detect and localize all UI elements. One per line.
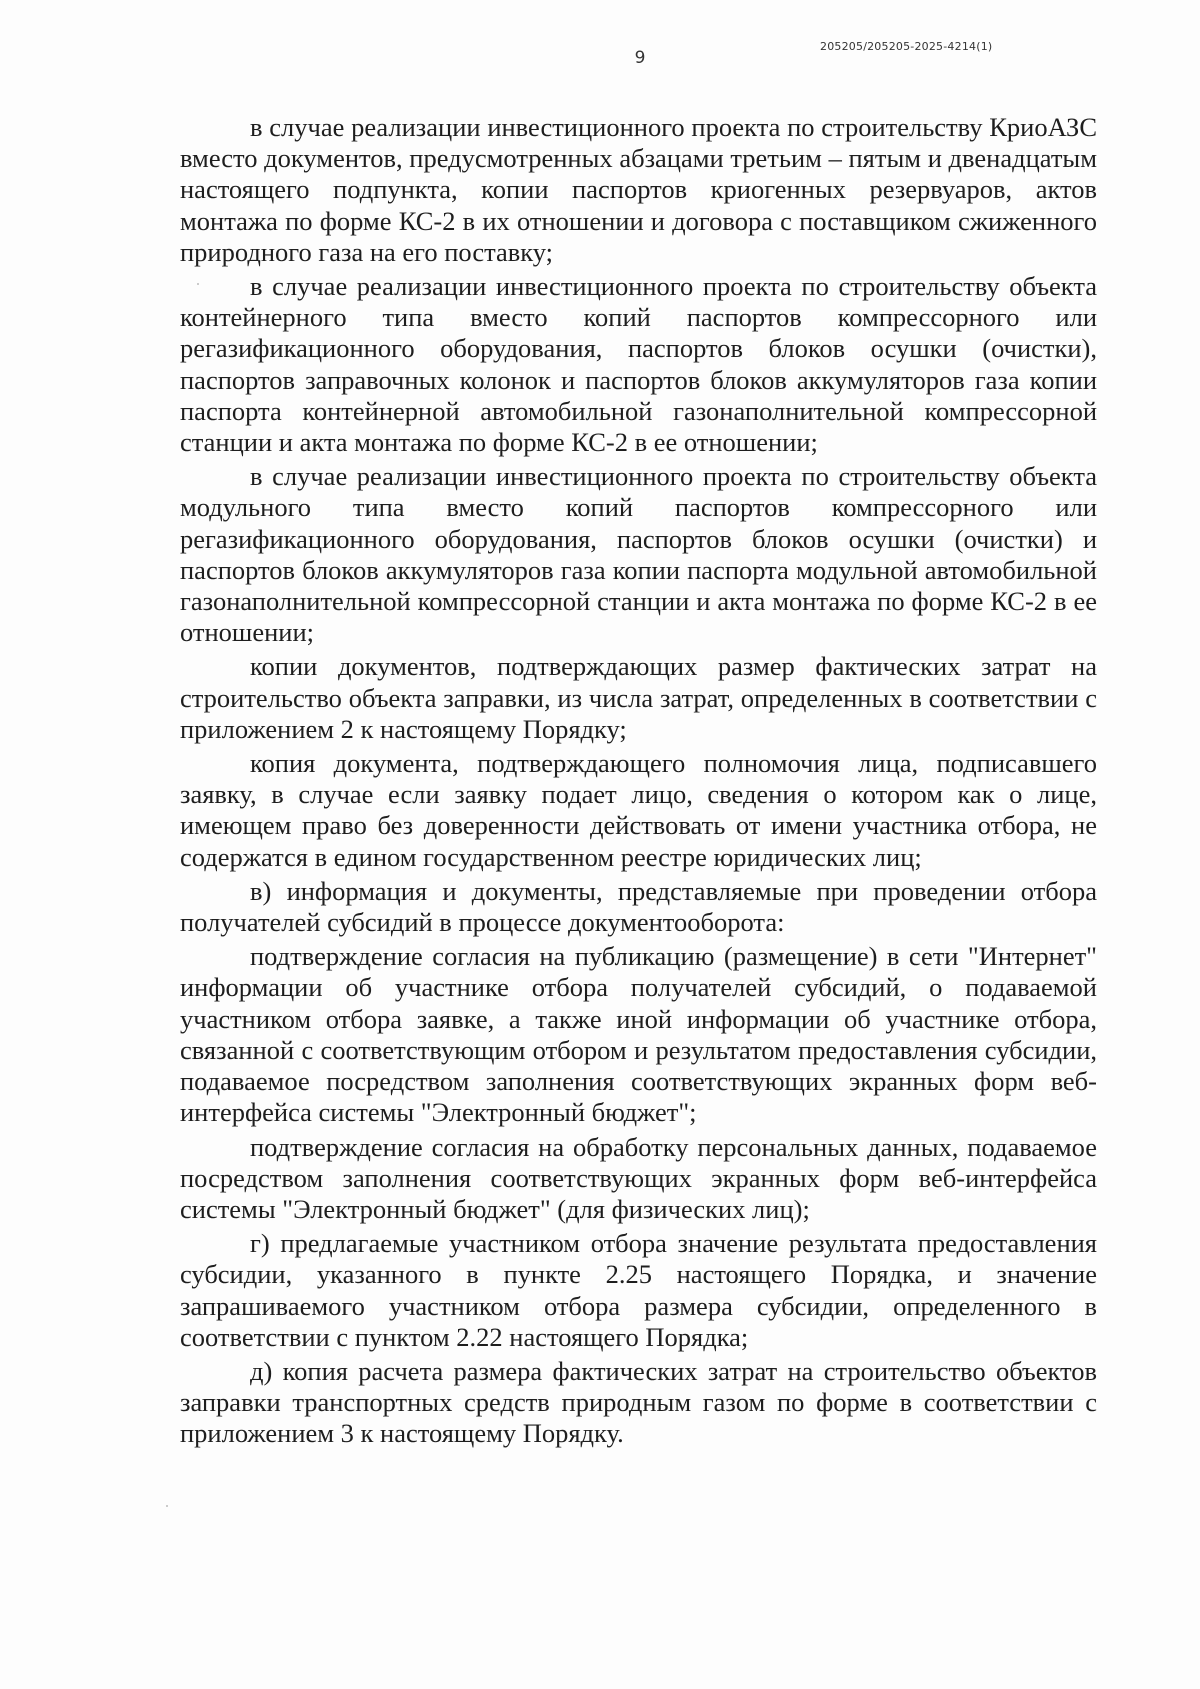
paragraph-authority-document: копия документа, подтверждающего полномочия лица, подписавшего заявку, в случае если заявку подает лицо, сведения о котором как о лице, имеющем право без доверенности действовать от имени участника отбора, не содержатся в едином государственном реестре юридических лиц;	[180, 748, 1097, 872]
paragraph-item-d: д) копия расчета размера фактических затрат на строительство объектов заправки транспортных средств природным газом по форме в соответствии с приложением 3 к настоящему Порядку.	[180, 1355, 1097, 1449]
document-body	[180, 112, 1097, 1453]
paragraph-container-type: в случае реализации инвестиционного проекта по строительству объекта контейнерного типа вместо копий паспортов компрессорного или регазификационного оборудования, паспортов блоков осушки (очистки), паспортов заправочных колонок и паспортов блоков аккумуляторов газа копии паспорта контейнерной автомобильной газонаполнительной компрессорной станции и акта монтажа по форме КС-2 в ее отношении;	[180, 271, 1097, 458]
page-number: 9	[634, 48, 646, 68]
scan-speck	[166, 1505, 168, 1507]
paragraph-cost-documents: копии документов, подтверждающих размер фактических затрат на строительство объекта заправки, из числа затрат, определенных в соответствии с приложением 2 к настоящему Порядку;	[180, 651, 1097, 744]
paragraph-krioazs: в случае реализации инвестиционного проекта по строительству КриоАЗС вместо документов, предусмотренных абзацами третьим – пятым и двенадцатым настоящего подпункта, копии паспортов криогенных резервуаров, актов монтажа по форме КС-2 в их отношении и договора с поставщиком сжиженного природного газа на его поставку;	[180, 112, 1097, 267]
scan-speck	[197, 283, 199, 285]
paragraph-item-g: г) предлагаемые участником отбора значение результата предоставления субсидии, указанного в пункте 2.25 настоящего Порядка, и значение запрашиваемого участником отбора размера субсидии, определенного в соответствии с пунктом 2.22 настоящего Порядка;	[180, 1228, 1097, 1352]
paragraph-item-v: в) информация и документы, представляемые при проведении отбора получателей субсидий в процессе документооборота:	[180, 875, 1097, 938]
paragraph-publication-consent: подтверждение согласия на публикацию (размещение) в сети "Интернет" информации об участнике отбора получателей субсидий, о подаваемой участником отбора заявке, а также иной информации об участнике отбора, связанной с соответствующим отбором и результатом предоставления субсидии, подаваемое посредством заполнения соответствующих экранных форм веб-интерфейса системы "Электронный бюджет";	[180, 941, 1097, 1128]
document-id: 205205/205205-2025-4214(1)	[820, 40, 993, 53]
paragraph-personal-data-consent: подтверждение согласия на обработку персональных данных, подаваемое посредством заполнения соответствующих экранных форм веб-интерфейса системы "Электронный бюджет" (для физических лиц);	[180, 1131, 1097, 1224]
paragraph-modular-type: в случае реализации инвестиционного проекта по строительству объекта модульного типа вместо копий паспортов компрессорного или регазификационного оборудования, паспортов блоков осушки (очистки) и паспортов блоков аккумуляторов газа копии паспорта модульной автомобильной газонаполнительной компрессорной станции и акта монтажа по форме КС-2 в ее отношении;	[180, 461, 1097, 648]
